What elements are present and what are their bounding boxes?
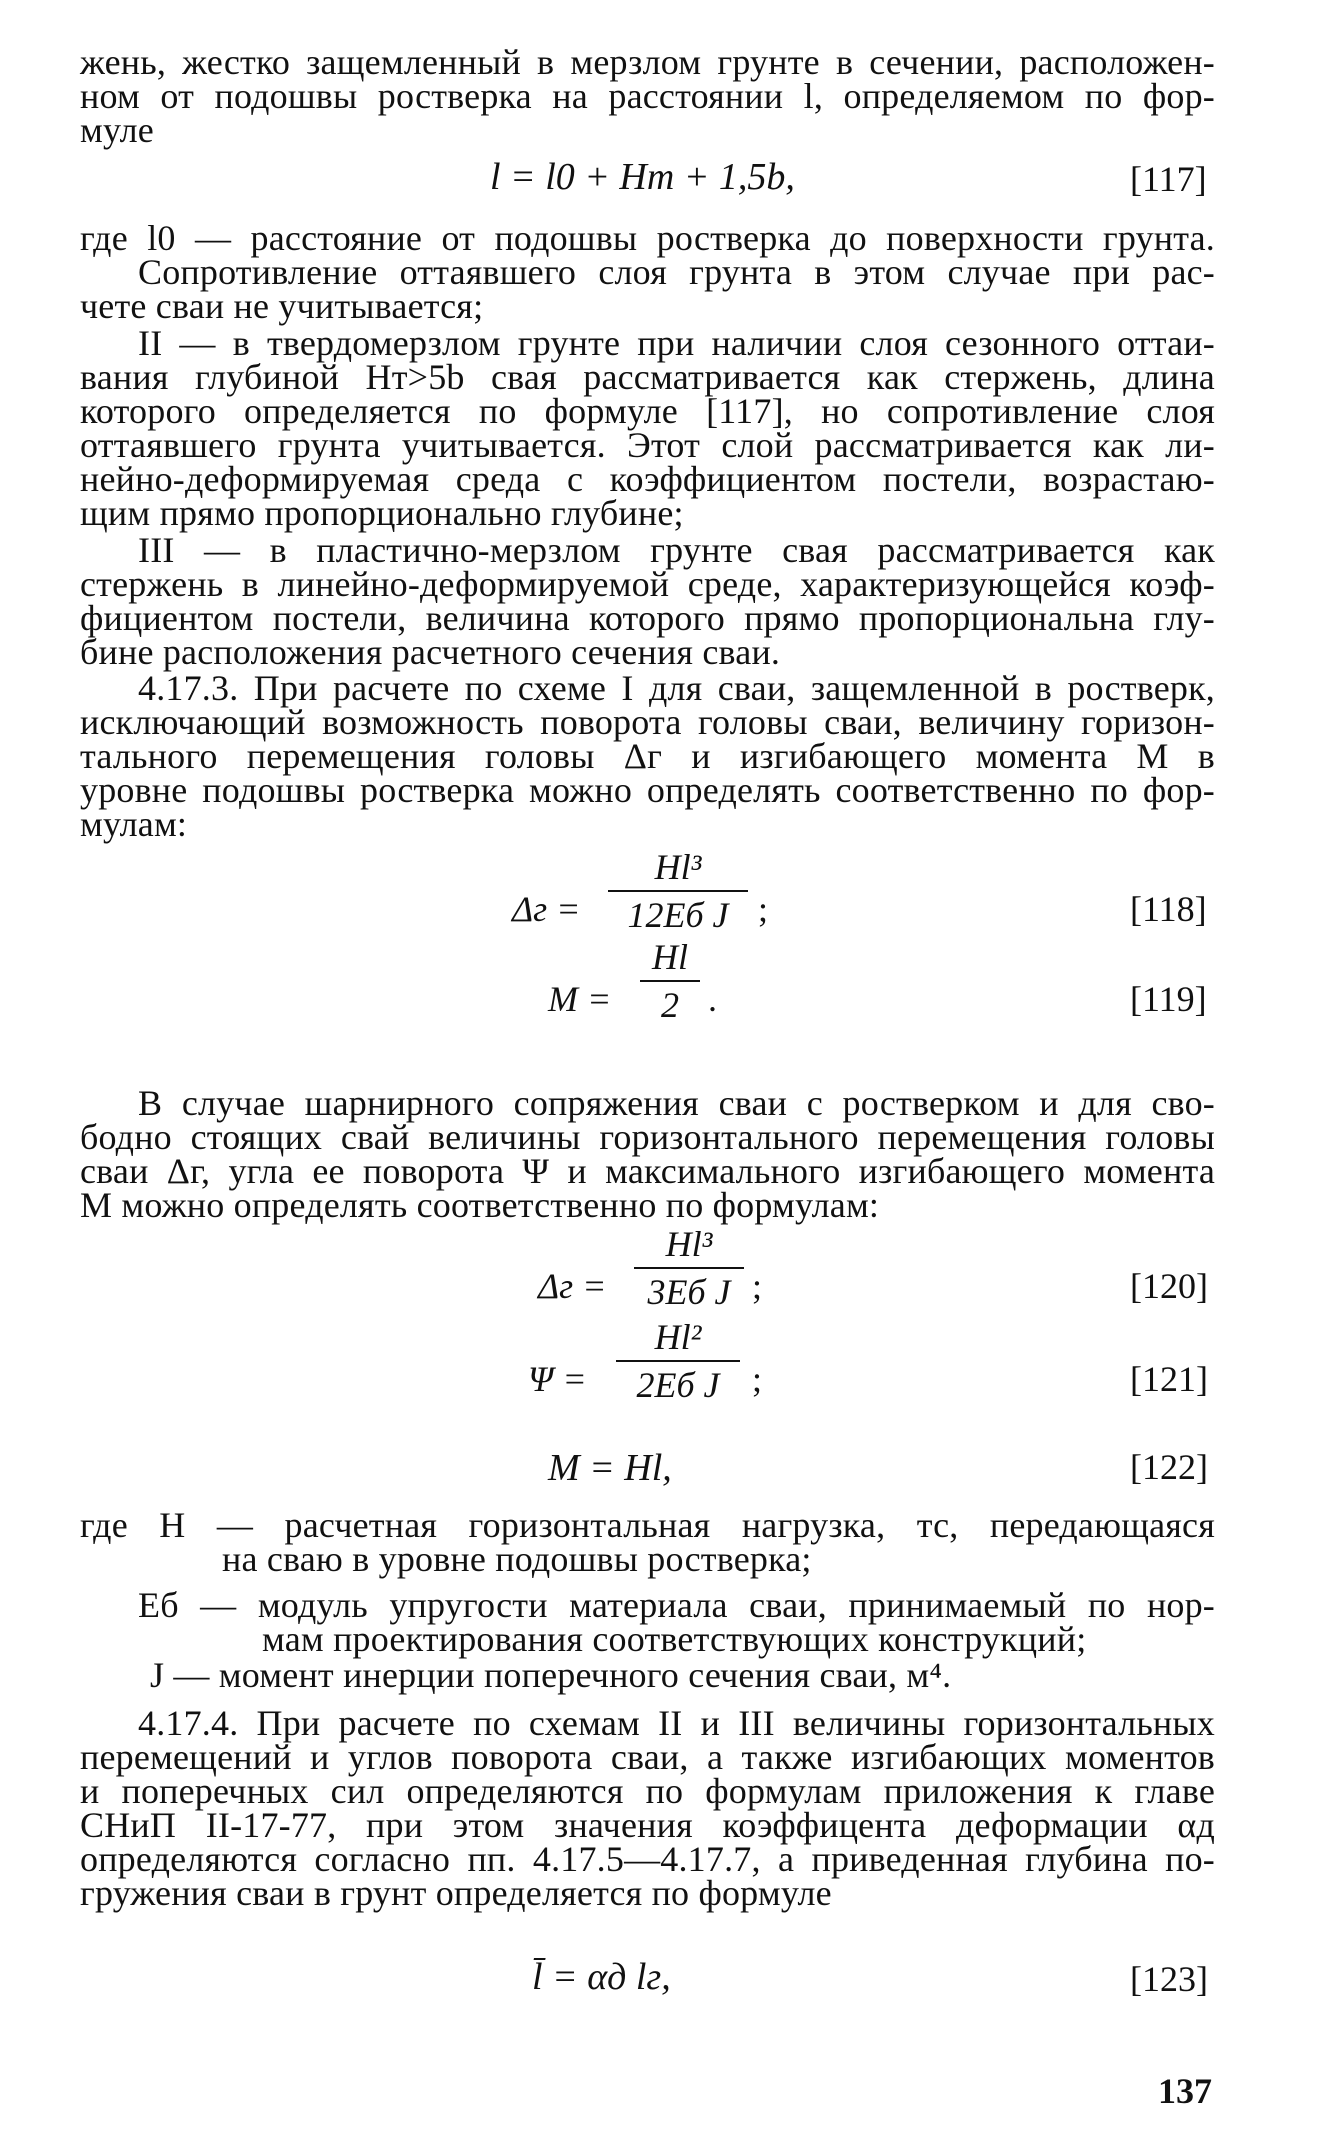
text-line: 4.17.3. При расчете по схеме I для сваи, защемленной в ростверк, [138, 668, 1215, 708]
equation-number: [119] [1130, 979, 1207, 1019]
text-line: муле [80, 110, 154, 150]
formula-119-fraction [640, 936, 700, 1026]
text-line: 4.17.4. При расчете по схемам II и III величины горизонтальных [138, 1703, 1215, 1743]
text-line: где l0 — расстояние от подошвы ростверка до поверхности грунта. [80, 218, 1215, 258]
separator: ; [752, 1359, 763, 1399]
definition-line: мам проектирования соответствующих конструкций; [262, 1619, 1087, 1659]
text-line: исключающий возможность поворота головы сваи, величину горизон- [80, 702, 1215, 742]
separator: ; [758, 889, 769, 929]
numerator: Hl³ [665, 1224, 713, 1264]
text-line: тального перемещения головы Δг и изгибающего момента M в [80, 736, 1215, 776]
equation-number: [121] [1130, 1359, 1208, 1399]
text-line: стержень в линейно-деформируемой среде, характеризующейся коэф- [80, 564, 1215, 604]
equation-number: [122] [1130, 1447, 1208, 1487]
numerator: Hl² [654, 1317, 702, 1357]
separator: ; [752, 1266, 763, 1306]
text-line: сваи Δг, угла ее поворота Ψ и максимального изгибающего момента [80, 1151, 1215, 1191]
numerator: Hl [652, 937, 688, 977]
fraction-bar [640, 980, 700, 982]
definition-line: Eб — модуль упругости материала сваи, принимаемый по нор- [138, 1585, 1215, 1625]
formula-117: l = l0 + Hт + 1,5b, [490, 156, 795, 198]
text-line: щим прямо пропорционально глубине; [80, 493, 684, 533]
text-line: нейно-деформируемая среда с коэффициентом постели, возрастаю- [80, 459, 1215, 499]
text-line: фициентом постели, величина которого прямо пропорциональна глу- [80, 598, 1215, 638]
text-line: чете сваи не учитывается; [80, 286, 484, 326]
denominator: 12Eб J [627, 895, 729, 935]
equation-number: [118] [1130, 889, 1207, 929]
text-line: гружения сваи в грунт определяется по формуле [80, 1873, 832, 1913]
formula-120-lhs: Δг = [538, 1266, 607, 1306]
formula-120-fraction [634, 1223, 744, 1313]
text-line: III — в пластично-мерзлом грунте свая рассматривается как [138, 530, 1215, 570]
equation-number: [123] [1130, 1959, 1208, 1999]
text-line: бине расположения расчетного сечения сваи. [80, 632, 781, 672]
text-line: оттаявшего грунта учитывается. Этот слой рассматривается как ли- [80, 425, 1215, 465]
numerator: Hl³ [654, 847, 702, 887]
equation-number: [120] [1130, 1266, 1208, 1306]
text-line: и поперечных сил определяются по формулам приложения к главе [80, 1771, 1215, 1811]
formula-123: l̄ = αд lг, [532, 1956, 671, 1998]
text-line: определяются согласно пп. 4.17.5—4.17.7, а приведенная глубина по- [80, 1839, 1215, 1879]
formula-121-fraction [616, 1316, 740, 1406]
text-line: мулам: [80, 804, 188, 844]
formula-118-lhs: Δг = [512, 889, 581, 929]
text-line: Сопротивление оттаявшего слоя грунта в этом случае при рас- [138, 252, 1215, 292]
text-line: В случае шарнирного сопряжения сваи с ростверком и для сво- [138, 1083, 1215, 1123]
formula-121-lhs: Ψ = [528, 1359, 587, 1399]
denominator: 2Eб J [636, 1365, 720, 1405]
text-line: M можно определять соответственно по формулам: [80, 1185, 880, 1225]
equation-number: [117] [1130, 159, 1207, 199]
definition-line: на сваю в уровне подошвы ростверка; [222, 1539, 812, 1579]
separator: . [708, 979, 717, 1019]
text-line: ном от подошвы ростверка на расстоянии l, определяемом по фор- [80, 76, 1215, 116]
denominator: 3Eб J [647, 1272, 731, 1312]
text-line: жень, жестко защемленный в мерзлом грунте в сечении, расположен- [80, 42, 1215, 82]
fraction-bar [608, 890, 748, 892]
text-line: СНиП II-17-77, при этом значения коэффицента деформации αд [80, 1805, 1215, 1845]
fraction-bar [634, 1267, 744, 1269]
formula-122: M = Hl, [548, 1447, 672, 1489]
text-line: вания глубиной Hт>5b свая рассматривается как стержень, длина [80, 357, 1215, 397]
formula-119-lhs: M = [548, 979, 612, 1019]
text-line: бодно стоящих свай величины горизонтального перемещения головы [80, 1117, 1215, 1157]
formula-118-fraction [608, 846, 748, 936]
denominator: 2 [661, 985, 679, 1025]
definition-line: где H — расчетная горизонтальная нагрузка, тс, передающаяся [80, 1505, 1215, 1545]
text-line: уровне подошвы ростверка можно определять соответственно по фор- [80, 770, 1215, 810]
text-line: которого определяется по формуле [117], но сопротивление слоя [80, 391, 1215, 431]
text-line: перемещений и углов поворота сваи, а также изгибающих моментов [80, 1737, 1215, 1777]
definition-line: J — момент инерции поперечного сечения сваи, м⁴. [150, 1655, 952, 1695]
text-line: II — в твердомерзлом грунте при наличии слоя сезонного оттаи- [138, 323, 1215, 363]
fraction-bar [616, 1360, 740, 1362]
page-number: 137 [1158, 2071, 1212, 2111]
